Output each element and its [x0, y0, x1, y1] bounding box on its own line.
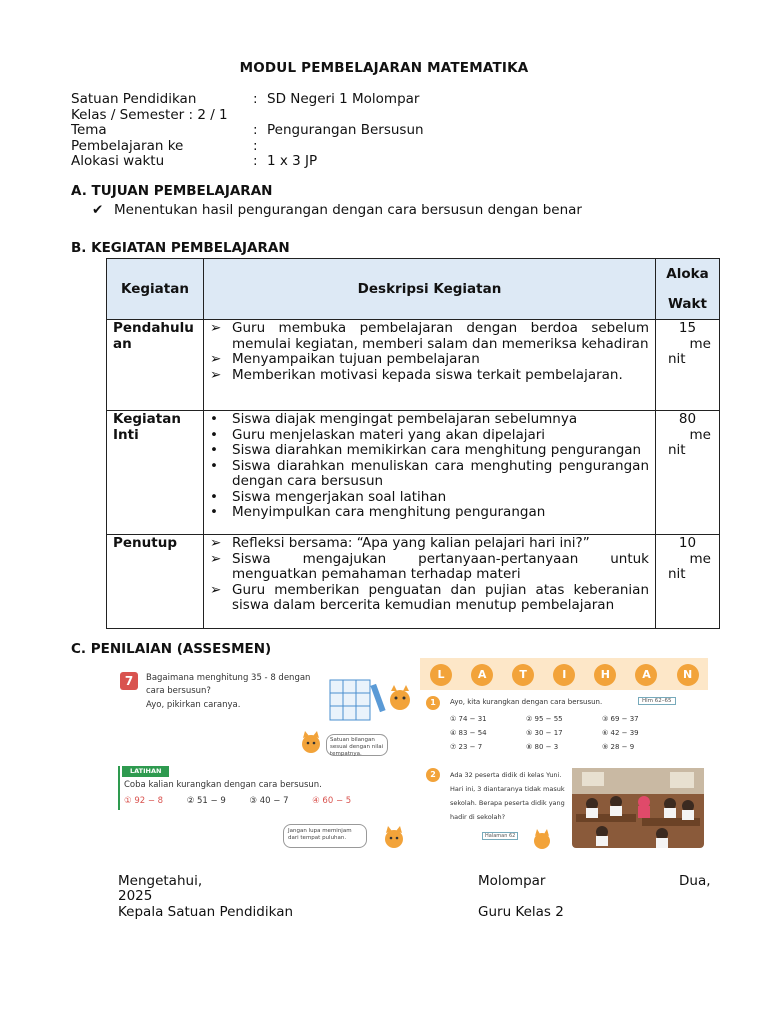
problem-item: ⑤ 30 − 17 — [526, 729, 563, 737]
info-block — [71, 92, 571, 172]
list-item — [208, 505, 649, 521]
time-number: 80 — [678, 411, 697, 427]
banner-letter: H — [594, 664, 616, 686]
bullet-icon: • — [210, 504, 218, 520]
banner-letter: A — [471, 664, 493, 686]
bullet-icon: • — [210, 488, 218, 505]
info-colon: : — [253, 91, 258, 107]
item-text: Memberikan motivasi kepada siswa terkait pembelajaran. — [232, 366, 623, 383]
list-item — [208, 352, 649, 368]
info-label: Tema — [71, 122, 107, 138]
cat-mascot-icon — [298, 728, 324, 758]
place-value-grid-icon — [328, 678, 418, 722]
list-item — [208, 536, 649, 552]
time-unit-b: nit — [668, 351, 686, 367]
phase-label: Penutup — [107, 535, 204, 629]
banner-letters — [430, 663, 699, 686]
hint-bubble-1: Satuan bilangan sesuai dengan nilai tempatnya. — [326, 734, 388, 756]
item-text: Guru membuka pembelajaran dengan berdoa sebelum memulai kegiatan, memberi salam dan memeriksa kehadiran — [232, 320, 649, 352]
section-b-heading: B. KEGIATAN PEMBELAJARAN — [71, 240, 290, 256]
banner-letter: A — [635, 664, 657, 686]
cat-mascot-icon — [530, 826, 554, 854]
time-unit-a: me — [689, 335, 711, 352]
problem-2-ref: Halaman 62 — [482, 832, 518, 840]
table-row — [107, 320, 720, 411]
section-a-heading: A. TUJUAN PEMBELAJARAN — [71, 183, 273, 199]
info-label: Pembelajaran ke — [71, 137, 184, 154]
classroom-photo-icon — [572, 768, 704, 848]
objective-item — [92, 202, 582, 218]
list-item — [208, 412, 649, 428]
problem-1-text: Ayo, kita kurangkan dengan cara bersusun. — [450, 698, 603, 706]
time-number: 10 — [678, 535, 697, 551]
problem-1-ref: Hlm 62–65 — [638, 697, 676, 705]
signature-left-1: Mengetahui, — [118, 873, 203, 889]
problem-item: ④ 83 − 54 — [450, 729, 487, 737]
header-alokasi-line1: Aloka — [666, 266, 709, 282]
question-7-number: 7 — [120, 672, 138, 690]
cat-mascot-icon — [380, 822, 408, 854]
time-unit-b: nit — [668, 442, 686, 458]
table-row — [107, 535, 720, 629]
item-text: Refleksi bersama: “Apa yang kalian pelajari hari ini?” — [232, 535, 590, 551]
info-colon: : — [253, 122, 258, 138]
banner-letter: N — [677, 664, 699, 686]
signature-left-2: 2025 — [118, 888, 153, 904]
banner-letter: I — [553, 664, 575, 686]
table-row — [107, 411, 720, 535]
item-text: Siswa mengajukan pertanyaan-pertanyaan untuk menguatkan pemahaman terhadap materi — [232, 550, 649, 582]
header-deskripsi: Deskripsi Kegiatan — [204, 259, 656, 320]
problem-1-items — [450, 712, 690, 754]
latihan-bar — [118, 766, 120, 810]
list-item — [208, 459, 649, 490]
problem-item: ⑧ 80 − 3 — [526, 743, 559, 751]
banner-letter: T — [512, 664, 534, 686]
problem-2-number: 2 — [426, 768, 440, 782]
bullet-icon: • — [210, 442, 218, 458]
problem-2-panel — [420, 766, 708, 858]
arrow-icon: ➢ — [210, 535, 222, 551]
item-text: Menyimpulkan cara menghitung pengurangan — [232, 504, 546, 520]
bullet-icon: • — [210, 457, 218, 474]
latihan-item: ① 92 − 8 — [124, 796, 164, 806]
arrow-icon: ➢ — [210, 581, 222, 598]
info-value: 1 x 3 JP — [267, 153, 318, 169]
signature-left-3: Kepala Satuan Pendidikan — [118, 904, 294, 920]
latihan-items — [124, 796, 414, 806]
item-text: Siswa diajak mengingat pembelajaran sebelumnya — [232, 411, 578, 427]
latihan-item: ③ 40 − 7 — [249, 796, 289, 806]
info-label: Kelas / Semester : 2 / 1 — [71, 106, 228, 123]
bullet-icon: • — [210, 426, 218, 443]
section-c-heading: C. PENILAIAN (ASSESMEN) — [71, 641, 272, 657]
problem-item: ⑥ 42 − 39 — [602, 729, 639, 737]
list-item — [208, 583, 649, 614]
latihan-banner — [420, 658, 708, 690]
time-unit-a: me — [689, 550, 711, 567]
arrow-icon: ➢ — [210, 550, 222, 567]
table-header-row — [107, 259, 720, 320]
assessment-figure — [118, 658, 708, 858]
problem-item: ⑨ 28 − 9 — [602, 743, 635, 751]
problem-item: ③ 69 − 37 — [602, 715, 639, 723]
objective-text: Menentukan hasil pengurangan dengan cara bersusun dengan benar — [114, 202, 582, 218]
item-text: Siswa diarahkan menuliskan cara menghuting pengurangan dengan cara bersusun — [232, 457, 649, 489]
arrow-icon: ➢ — [210, 366, 222, 383]
info-value: Pengurangan Bersusun — [267, 122, 424, 138]
header-kegiatan: Kegiatan — [107, 259, 204, 320]
time-unit-b: nit — [668, 566, 686, 582]
latihan-item: ② 51 − 9 — [186, 796, 226, 806]
item-text: Siswa mengerjakan soal latihan — [232, 488, 447, 505]
checkmark-icon: ✔ — [92, 202, 104, 218]
bullet-icon: • — [210, 411, 218, 427]
problem-item: ② 95 − 55 — [526, 715, 563, 723]
phase-description — [204, 320, 656, 411]
list-item — [208, 490, 649, 506]
info-colon: : — [253, 137, 258, 154]
latihan-banner-panel — [420, 658, 708, 760]
time-number: 15 — [678, 320, 697, 336]
latihan-instruction: Coba kalian kurangkan dengan cara bersusun. — [124, 780, 322, 790]
arrow-icon: ➢ — [210, 320, 222, 336]
latihan-item: ④ 60 − 5 — [312, 796, 352, 806]
signature-right-date: Dua, — [679, 873, 711, 889]
list-item — [208, 321, 649, 352]
activity-table — [106, 258, 720, 629]
info-colon: : — [253, 153, 258, 169]
list-item — [208, 443, 649, 459]
problem-2-text: Ada 32 peserta didik di kelas Yuni. Hari ini, 3 diantaranya tidak masuk sekolah. Berapa peserta didik yang hadir di sekolah? — [450, 771, 565, 821]
signature-right-place: Molompar — [478, 873, 546, 889]
phase-label: Kegiatan Inti — [107, 411, 204, 535]
list-item — [208, 368, 649, 384]
header-alokasi-line2: Wakt — [668, 296, 707, 312]
item-text: Menyampaikan tujuan pembelajaran — [232, 351, 480, 367]
question-7-panel — [118, 670, 418, 760]
hint-bubble-2: Jangan lupa meminjam dari tempat puluhan. — [283, 824, 367, 848]
banner-letter: L — [430, 664, 452, 686]
item-text: Siswa diarahkan memikirkan cara menghitung pengurangan — [232, 442, 642, 458]
item-text: Guru menjelaskan materi yang akan dipelajari — [232, 426, 546, 443]
phase-time — [656, 411, 720, 535]
signature-right-role: Guru Kelas 2 — [478, 904, 564, 920]
header-alokasi — [656, 259, 720, 320]
problem-item: ① 74 − 31 — [450, 715, 487, 723]
phase-description — [204, 535, 656, 629]
document-title: MODUL PEMBELAJARAN MATEMATIKA — [239, 60, 529, 76]
phase-time — [656, 320, 720, 411]
info-label: Alokasi waktu — [71, 153, 165, 169]
question-7-subtext: Ayo, pikirkan caranya. — [146, 700, 241, 710]
phase-description — [204, 411, 656, 535]
latihan-tag: LATIHAN — [122, 766, 169, 777]
phase-time — [656, 535, 720, 629]
info-label: Satuan Pendidikan — [71, 91, 197, 107]
phase-label: Pendahuluan — [107, 320, 204, 411]
info-value: SD Negeri 1 Molompar — [267, 91, 420, 107]
list-item — [208, 552, 649, 583]
question-7-text: Bagaimana menghitung 35 - 8 dengan cara bersusun? — [146, 673, 311, 696]
latihan-panel — [118, 766, 418, 858]
item-text: Guru memberikan penguatan dan pujian atas keberanian siswa dalam bercerita kemudian menutup pembelajaran — [232, 581, 649, 613]
problem-1-number: 1 — [426, 696, 440, 710]
time-unit-a: me — [689, 426, 711, 443]
arrow-icon: ➢ — [210, 351, 222, 367]
list-item — [208, 428, 649, 444]
problem-item: ⑦ 23 − 7 — [450, 743, 483, 751]
